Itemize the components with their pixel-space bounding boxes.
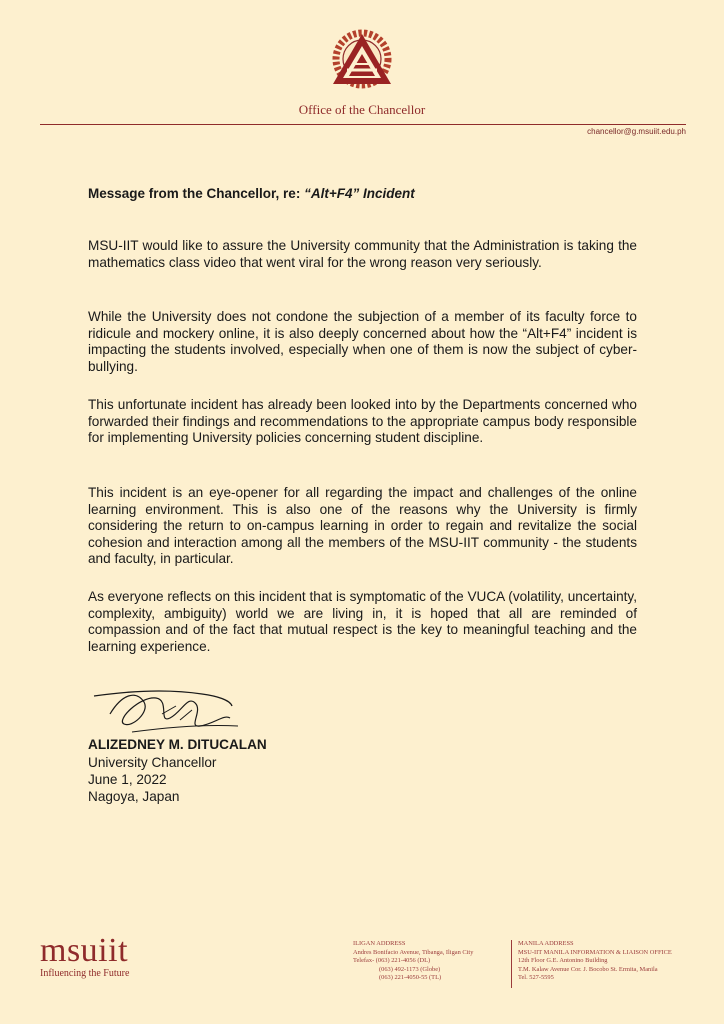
body-paragraph-1: MSU-IIT would like to assure the University community that the Administration is taking the mathematics class video that went viral for the wrong reason very seriously. — [88, 238, 637, 270]
manila-street: T.M. Kalaw Avenue Cor. J. Bocobo St. Ermita, Manila — [518, 965, 658, 973]
manila-office-name: MSU-IIT MANILA INFORMATION & LIAISON OFFICE — [518, 948, 672, 956]
manila-phone: Tel. 527-5595 — [518, 974, 554, 982]
signatory-name: ALIZEDNEY M. DITUCALAN — [88, 737, 267, 752]
footer-divider — [511, 940, 512, 988]
iligan-phone: (063) 492-1173 (Globe) — [379, 965, 441, 973]
body-paragraph-4: This incident is an eye-opener for all regarding the impact and challenges of the online learning environment. This is also one of the reasons why the University is firmly considering the return to on-campus learning in order to regain and revitalize the social cohesion and interaction among all the members of the MSU-IIT community - the students and faculty, in particular. — [88, 485, 637, 567]
iligan-address-block — [353, 940, 508, 983]
iligan-phone: (063) 221-4050-55 (TL) — [379, 974, 442, 982]
body-paragraph-2: While the University does not condone the subjection of a member of its faculty force to ridicule and mockery online, it is also deeply concerned about how the “Alt+F4” incident is impacting the students involved, especially when one of them is now the subject of cyber-bullying. — [88, 309, 637, 374]
iligan-address-line: Andres Bonifacio Avenue, Tibanga, Iligan City — [353, 948, 474, 956]
letter-subject — [88, 186, 415, 201]
iligan-address-heading: ILIGAN ADDRESS — [353, 940, 406, 947]
brand-tagline: Influencing the Future — [40, 968, 130, 979]
manila-address-block — [518, 940, 698, 983]
signatory-title: University Chancellor — [88, 755, 217, 770]
university-seal-logo — [325, 24, 399, 94]
manila-building: 12th Floor G.E. Antonino Building — [518, 957, 608, 965]
handwritten-signature — [92, 684, 242, 742]
brand-wordmark: msuiit — [40, 932, 129, 969]
letter-date: June 1, 2022 — [88, 772, 167, 787]
body-paragraph-5: As everyone reflects on this incident that is symptomatic of the VUCA (volatility, uncertainty, complexity, ambiguity) world we are living in, it is hoped that all are reminded of compassion and of the fact that mutual respect is the key to meaningful teaching and the learning experience. — [88, 589, 637, 654]
manila-address-heading: MANILA ADDRESS — [518, 940, 574, 947]
iligan-telefax: Telefax- (063) 221-4056 (DL) — [353, 957, 431, 965]
office-email: chancellor@g.msuiit.edu.ph — [587, 127, 686, 136]
office-title: Office of the Chancellor — [298, 102, 426, 117]
header-divider — [40, 124, 686, 125]
letter-place: Nagoya, Japan — [88, 789, 180, 804]
body-paragraph-3: This unfortunate incident has already been looked into by the Departments concerned who forwarded their findings and recommendations to the appropriate campus body responsible for implementing University policies concerning student discipline. — [88, 397, 637, 446]
subject-title: “Alt+F4” Incident — [304, 186, 415, 201]
subject-prefix: Message from the Chancellor, re: — [88, 186, 301, 201]
